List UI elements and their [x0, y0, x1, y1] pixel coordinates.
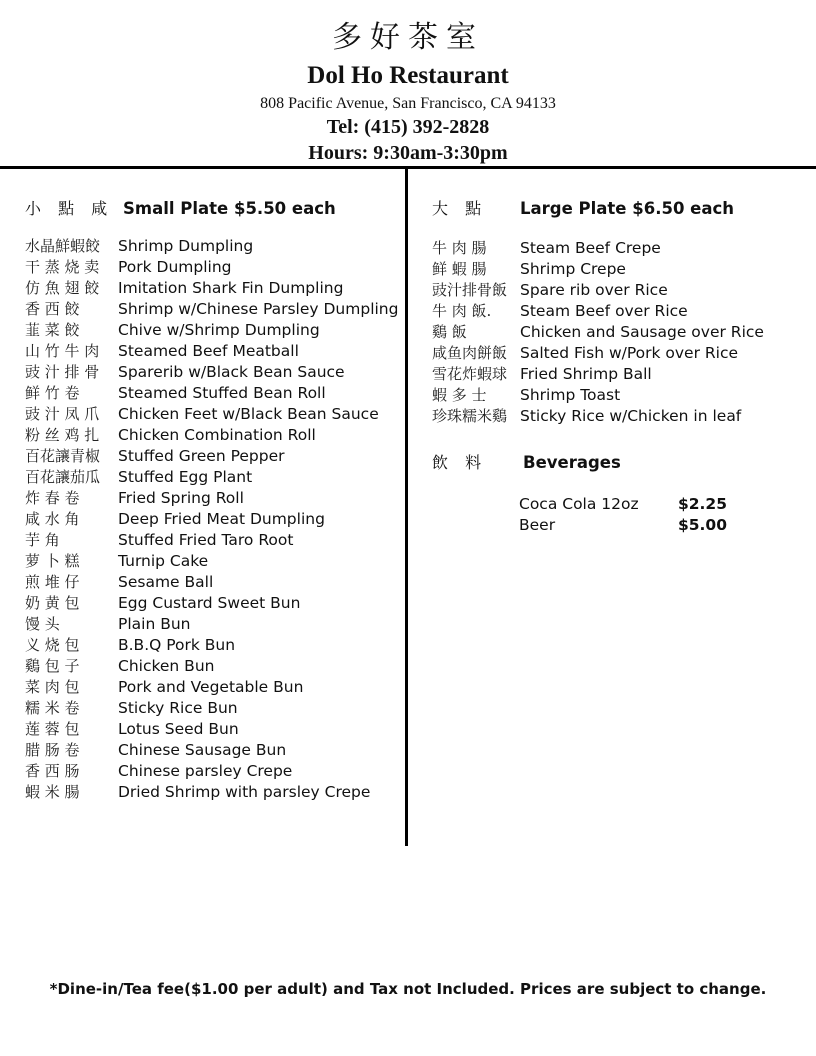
- menu-item-english-name: Imitation Shark Fin Dumpling: [118, 279, 344, 297]
- menu-item-english-name: Chicken Bun: [118, 657, 215, 675]
- menu-item-chinese-name: 菜 肉 包: [25, 678, 80, 696]
- menu-item-chinese-name: 咸 水 角: [25, 510, 80, 528]
- menu-item-chinese-name: 豉 汁 排 骨: [25, 363, 100, 381]
- menu-item: [25, 299, 398, 320]
- menu-item-english-name: Dried Shrimp with parsley Crepe: [118, 783, 371, 801]
- menu-item-chinese-name: 芋 角: [25, 531, 60, 549]
- menu-item-english-name: Turnip Cake: [118, 552, 209, 570]
- menu-item-english-name: B.B.Q Pork Bun: [118, 636, 236, 654]
- beverage-price: $2.25: [677, 495, 727, 513]
- menu-item-english-name: Sticky Rice w/Chicken in leaf: [520, 407, 742, 425]
- menu-item-english-name: Fried Shrimp Ball: [520, 365, 652, 383]
- menu-item-english-name: Lotus Seed Bun: [118, 720, 239, 738]
- menu-item-chinese-name: 香 西 肠: [25, 762, 80, 780]
- menu-item-chinese-name: 香 西 餃: [25, 300, 80, 318]
- menu-item-english-name: Fried Spring Roll: [118, 489, 244, 507]
- menu-item-chinese-name: 豉 汁 凤 爪: [25, 405, 100, 423]
- menu-item-english-name: Egg Custard Sweet Bun: [118, 594, 301, 612]
- menu-item-english-name: Steam Beef Crepe: [520, 239, 661, 257]
- menu-item-chinese-name: 韮 菜 餃: [25, 321, 80, 339]
- menu-item: [25, 530, 398, 551]
- menu-item: [25, 404, 398, 425]
- menu-item-english-name: Sticky Rice Bun: [118, 699, 238, 717]
- menu-item-english-name: Chive w/Shrimp Dumpling: [118, 321, 320, 339]
- beverage-name: Beer: [519, 516, 556, 534]
- menu-item: [432, 322, 764, 343]
- menu-item-chinese-name: 奶 黄 包: [25, 594, 80, 612]
- menu-item-english-name: Salted Fish w/Pork over Rice: [520, 344, 739, 362]
- menu-item: [25, 761, 398, 782]
- menu-item: [25, 572, 398, 593]
- menu-item: [432, 364, 764, 385]
- menu-item-chinese-name: 糯 米 卷: [25, 699, 80, 717]
- menu-item-english-name: Chicken and Sausage over Rice: [520, 323, 764, 341]
- menu-item: [25, 467, 398, 488]
- beverage-item: [519, 515, 727, 536]
- menu-item: [25, 257, 398, 278]
- menu-item: [432, 238, 764, 259]
- menu-item-chinese-name: 牛 肉 腸: [432, 239, 487, 257]
- menu-item-english-name: Shrimp w/Chinese Parsley Dumpling: [118, 300, 399, 318]
- menu-item-chinese-name: 鲜 竹 卷: [25, 384, 80, 402]
- beverages-list: [519, 494, 727, 536]
- menu-item-english-name: Plain Bun: [118, 615, 191, 633]
- large-plate-heading: [432, 196, 734, 219]
- menu-item-chinese-name: 鷄 包 子: [25, 657, 80, 675]
- menu-item-chinese-name: 蝦 多 士: [432, 386, 487, 404]
- menu-header: [0, 18, 816, 166]
- beverages-title: Beverages: [523, 453, 621, 472]
- column-divider: [405, 168, 408, 846]
- menu-item-english-name: Chinese Sausage Bun: [118, 741, 287, 759]
- menu-item: [25, 551, 398, 572]
- menu-item: [25, 362, 398, 383]
- menu-item: [25, 656, 398, 677]
- menu-item: [25, 278, 398, 299]
- menu-item-english-name: Shrimp Toast: [520, 386, 621, 404]
- menu-item: [25, 614, 398, 635]
- menu-item: [25, 236, 398, 257]
- menu-item-chinese-name: 粉 丝 鸡 扎: [25, 426, 100, 444]
- menu-item-chinese-name: 馒 头: [25, 615, 60, 633]
- menu-item-chinese-name: 干 蒸 烧 卖: [25, 258, 100, 276]
- beverages-chinese-heading: 飲 料: [432, 453, 488, 472]
- menu-item-english-name: Chicken Combination Roll: [118, 426, 316, 444]
- menu-item-chinese-name: 萝 卜 糕: [25, 552, 80, 570]
- menu-item-chinese-name: 珍珠糯米鷄: [432, 407, 508, 425]
- menu-item-chinese-name: 雪花炸蝦球: [432, 365, 508, 383]
- menu-item-english-name: Deep Fried Meat Dumpling: [118, 510, 325, 528]
- menu-item-chinese-name: 义 烧 包: [25, 636, 80, 654]
- menu-item: [432, 259, 764, 280]
- menu-item-chinese-name: 仿 魚 翅 餃: [25, 279, 100, 297]
- menu-item: [432, 343, 764, 364]
- header-divider: [0, 166, 816, 169]
- menu-item-chinese-name: 莲 蓉 包: [25, 720, 80, 738]
- menu-item-english-name: Stuffed Fried Taro Root: [118, 531, 294, 549]
- menu-item-chinese-name: 鷄 飯: [432, 323, 467, 341]
- menu-item: [25, 383, 398, 404]
- small-plate-list: [25, 236, 398, 803]
- menu-item-chinese-name: 山 竹 牛 肉: [25, 342, 100, 360]
- menu-item: [25, 635, 398, 656]
- beverage-name: Coca Cola 12oz: [519, 495, 639, 513]
- menu-item-english-name: Chicken Feet w/Black Bean Sauce: [118, 405, 379, 423]
- menu-item: [432, 280, 764, 301]
- small-plate-chinese-heading: 小 點 咸: [25, 199, 114, 218]
- menu-item: [25, 320, 398, 341]
- menu-item-chinese-name: 牛 肉 飯.: [432, 302, 492, 320]
- beverage-item: [519, 494, 727, 515]
- menu-item-english-name: Stuffed Egg Plant: [118, 468, 253, 486]
- menu-item: [25, 782, 398, 803]
- menu-item-chinese-name: 蝦 米 腸: [25, 783, 80, 801]
- restaurant-address: 808 Pacific Avenue, San Francisco, CA 94133: [260, 95, 556, 112]
- menu-item-chinese-name: 百花讓茄瓜: [25, 468, 101, 486]
- menu-item: [25, 593, 398, 614]
- menu-item-english-name: Pork and Vegetable Bun: [118, 678, 304, 696]
- restaurant-hours: Hours: 9:30am-3:30pm: [308, 142, 508, 164]
- menu-item-english-name: Pork Dumpling: [118, 258, 232, 276]
- menu-item: [432, 385, 764, 406]
- menu-item: [25, 488, 398, 509]
- menu-item-english-name: Stuffed Green Pepper: [118, 447, 285, 465]
- menu-item-chinese-name: 炸 春 卷: [25, 489, 80, 507]
- restaurant-phone: Tel: (415) 392-2828: [326, 116, 490, 138]
- menu-item: [25, 740, 398, 761]
- footer-note: *Dine-in/Tea fee($1.00 per adult) and Tax not Included. Prices are subject to change.: [49, 980, 767, 998]
- menu-item-chinese-name: 百花讓青椒: [25, 447, 101, 465]
- menu-item-english-name: Steamed Stuffed Bean Roll: [118, 384, 326, 402]
- menu-item-english-name: Chinese parsley Crepe: [118, 762, 293, 780]
- menu-item: [25, 425, 398, 446]
- large-plate-chinese-heading: 大 點: [432, 199, 488, 218]
- menu-item-chinese-name: 腊 肠 卷: [25, 741, 80, 759]
- large-plate-title: Large Plate $6.50 each: [520, 199, 735, 218]
- menu-item-english-name: Steamed Beef Meatball: [118, 342, 299, 360]
- menu-item-chinese-name: 豉汁排骨飯: [432, 281, 508, 299]
- menu-item: [25, 698, 398, 719]
- menu-item-english-name: Shrimp Crepe: [520, 260, 626, 278]
- menu-item: [432, 301, 764, 322]
- menu-item-english-name: Shrimp Dumpling: [118, 237, 254, 255]
- menu-item: [25, 719, 398, 740]
- small-plate-title: Small Plate $5.50 each: [123, 199, 336, 218]
- menu-item: [25, 677, 398, 698]
- menu-item: [25, 341, 398, 362]
- menu-item-chinese-name: 咸鱼肉餅飯: [432, 344, 508, 362]
- menu-item-chinese-name: 鲜 蝦 腸: [432, 260, 487, 278]
- menu-item-chinese-name: 煎 堆 仔: [25, 573, 80, 591]
- menu-item-english-name: Sparerib w/Black Bean Sauce: [118, 363, 345, 381]
- beverages-heading: [432, 450, 621, 473]
- restaurant-name: Dol Ho Restaurant: [307, 62, 509, 89]
- menu-item-english-name: Spare rib over Rice: [520, 281, 668, 299]
- chinese-restaurant-name: 多好茶室: [332, 20, 484, 55]
- menu-item-english-name: Steam Beef over Rice: [520, 302, 688, 320]
- menu-item: [432, 406, 764, 427]
- menu-item: [25, 509, 398, 530]
- small-plate-heading: [25, 196, 336, 219]
- menu-item-chinese-name: 水晶鮮蝦餃: [25, 237, 101, 255]
- menu-item-english-name: Sesame Ball: [118, 573, 214, 591]
- menu-item: [25, 446, 398, 467]
- beverage-price: $5.00: [677, 516, 727, 534]
- large-plate-list: [432, 238, 764, 427]
